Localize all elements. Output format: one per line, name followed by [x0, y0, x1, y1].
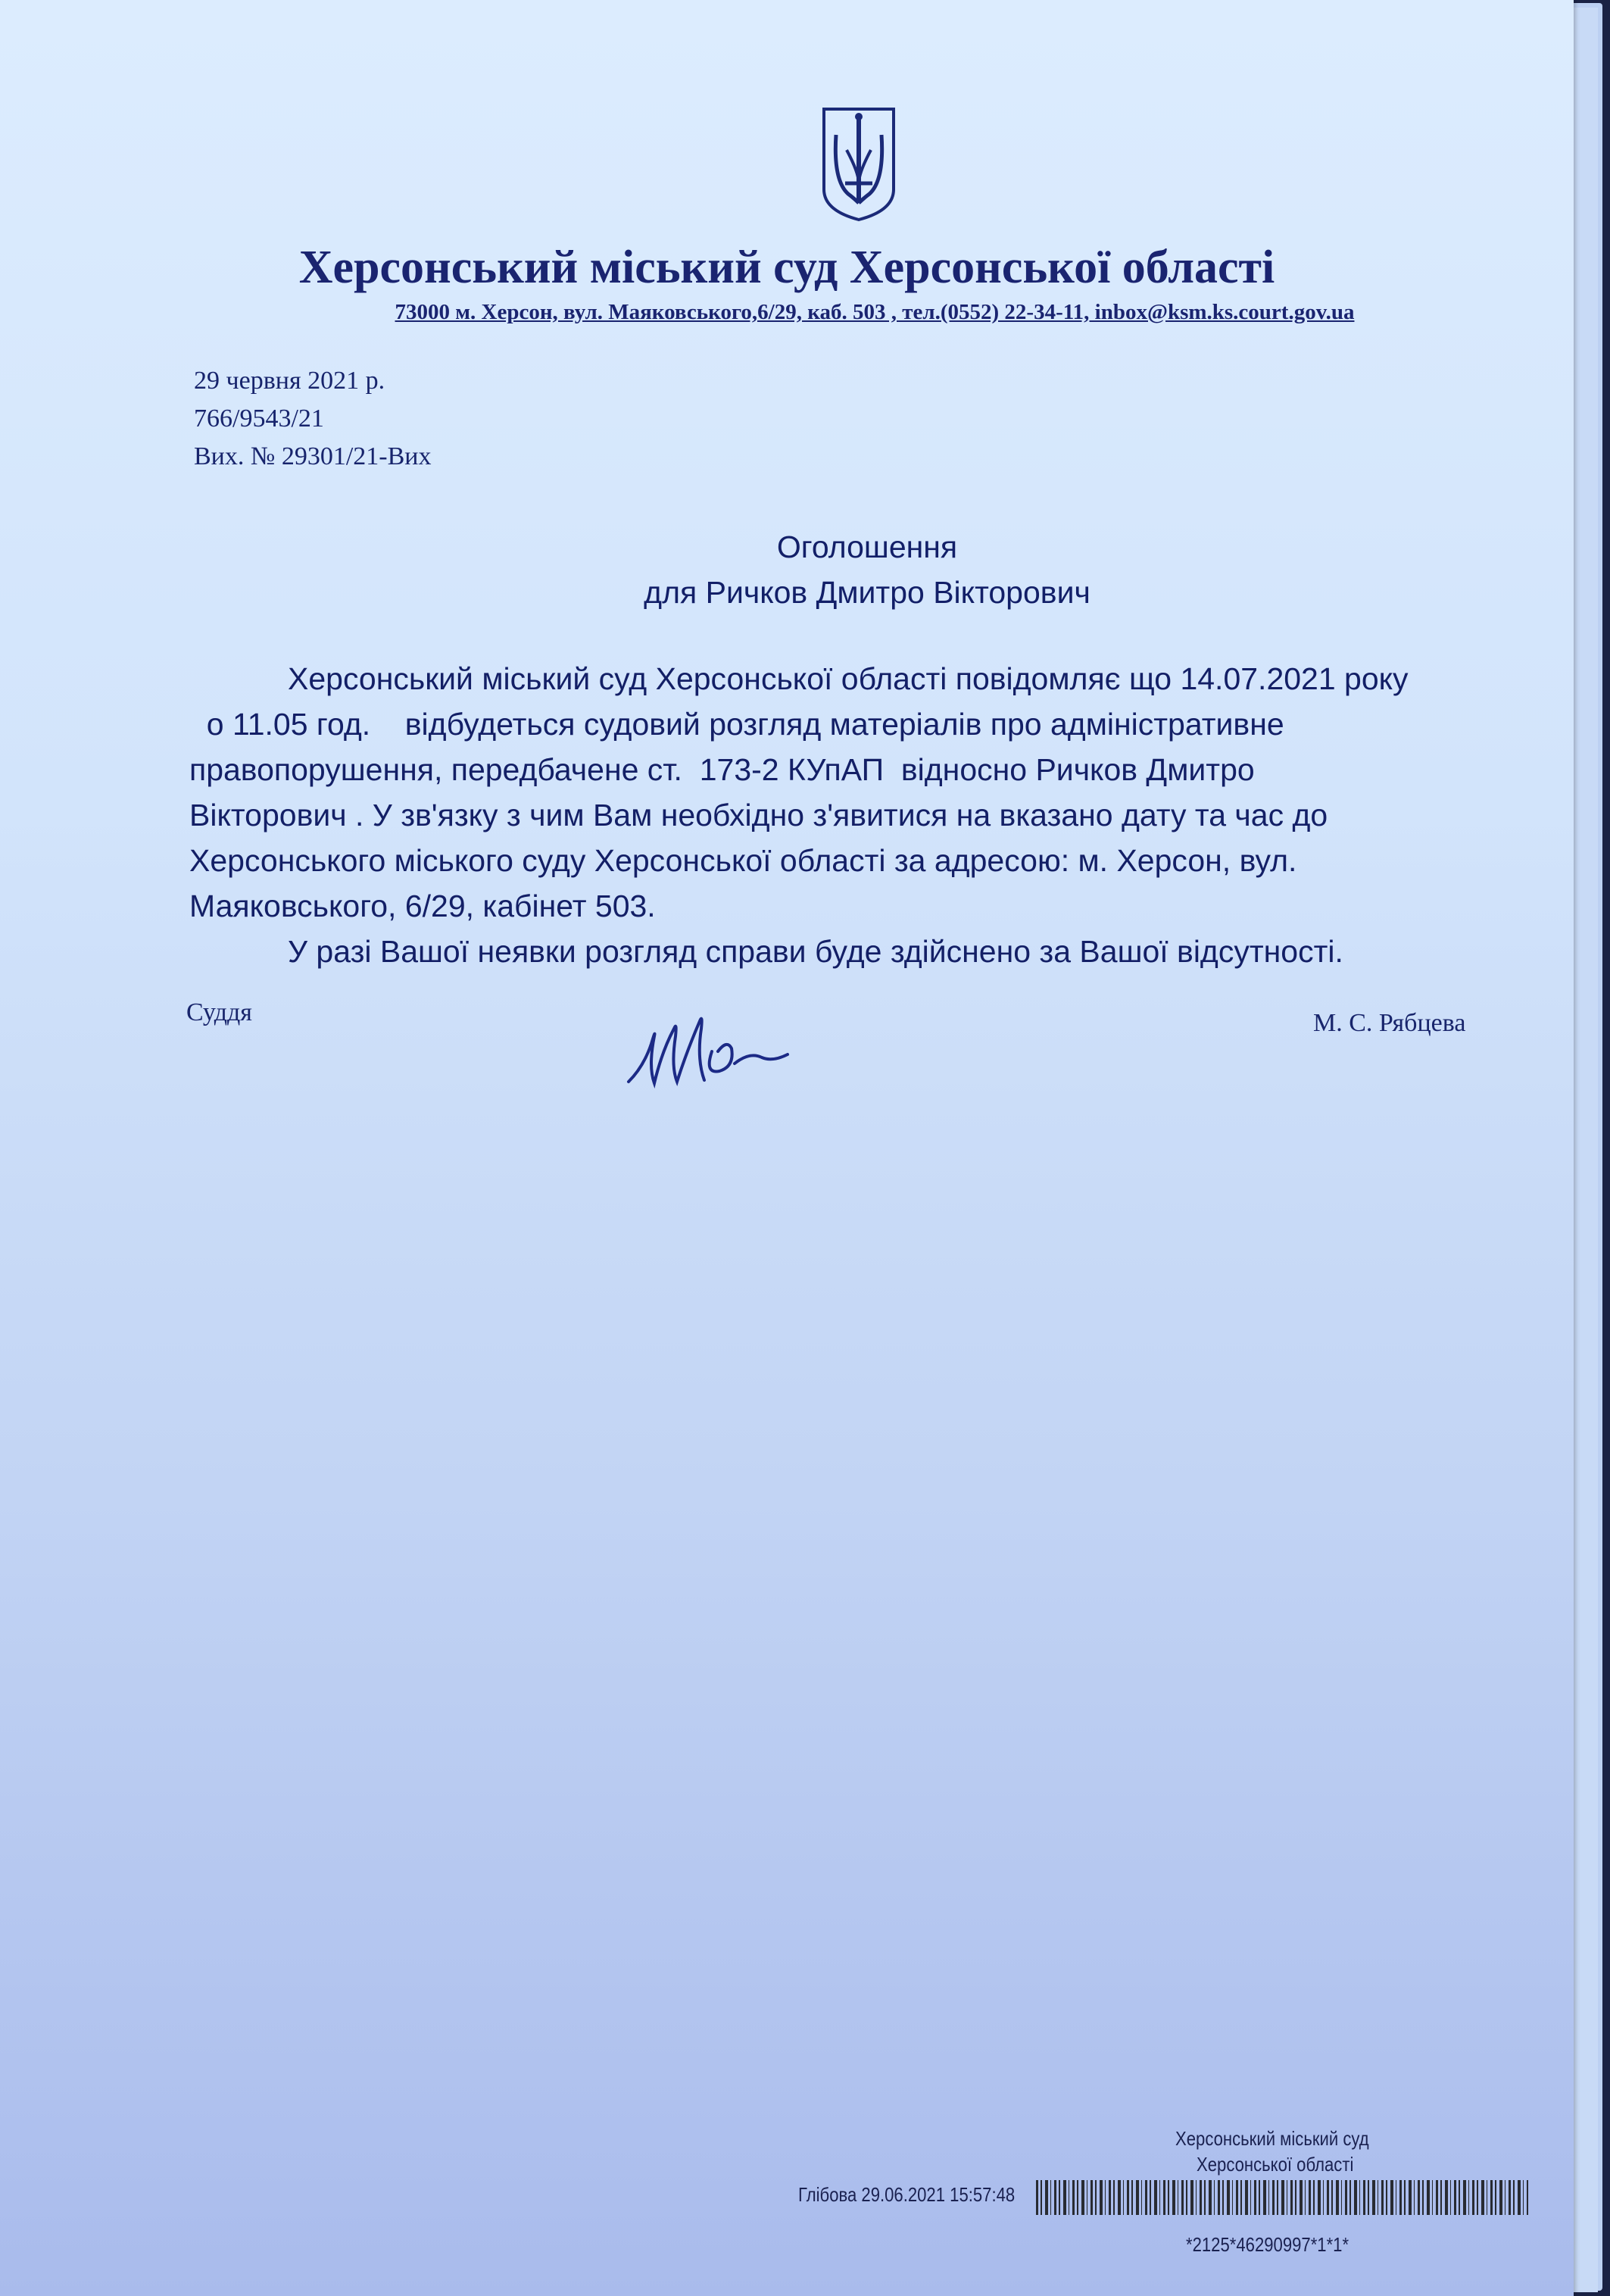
outgoing-number: Вих. № 29301/21-Вих	[194, 442, 432, 470]
notice-title: Оголошення	[776, 529, 958, 564]
body-line: Херсонський міський суд Херсонської області повідомляє що 14.07.2021 року	[288, 661, 1409, 696]
stamp-court-line2: Херсонської області	[1197, 2153, 1354, 2176]
body-line: Маяковського, 6/29, кабінет 503.	[189, 889, 656, 923]
stamp-court-line1: Херсонський міський суд	[1175, 2127, 1369, 2150]
body-line: о 11.05 год. відбудеться судовий розгляд матеріалів про адміністративне	[189, 707, 1284, 742]
body-line: Вікторович . У зв'язку з чим Вам необхідно з'явитися на вказано дату та час до	[189, 798, 1328, 832]
court-address: 73000 м. Херсон, вул. Маяковського,6/29, каб. 503 , тел.(0552) 22-34-11, inbox@ksm.ks.court.gov.ua	[395, 300, 1355, 324]
case-number: 766/9543/21	[194, 405, 324, 433]
barcode	[1036, 2180, 1528, 2215]
document-date: 29 червня 2021 р.	[194, 367, 385, 395]
document-meta	[194, 362, 431, 476]
judge-label: Суддя	[186, 998, 252, 1026]
absence-notice: У разі Вашої неявки розгляд справи буде здійснено за Вашої відсутності.	[288, 934, 1343, 969]
judge-name: М. С. Рябцева	[1313, 1009, 1466, 1037]
notice-heading	[0, 524, 1574, 615]
barcode-text: *2125*46290997*1*1*	[1186, 2233, 1349, 2256]
notice-recipient: для Ричков Дмитро Вікторович	[644, 575, 1090, 610]
stamp-operator: Глібова 29.06.2021 15:57:48	[798, 2183, 1016, 2206]
notice-body	[189, 656, 1530, 974]
body-line: Херсонського міського суду Херсонської області за адресою: м. Херсон, вул.	[189, 843, 1297, 878]
handwritten-signature-icon	[621, 998, 818, 1097]
trident-emblem-icon	[819, 105, 898, 223]
body-line: правопорушення, передбачене ст. 173-2 КУпАП відносно Ричков Дмитро	[189, 752, 1255, 787]
court-name-heading: Херсонський міський суд Херсонської області	[298, 242, 1275, 293]
